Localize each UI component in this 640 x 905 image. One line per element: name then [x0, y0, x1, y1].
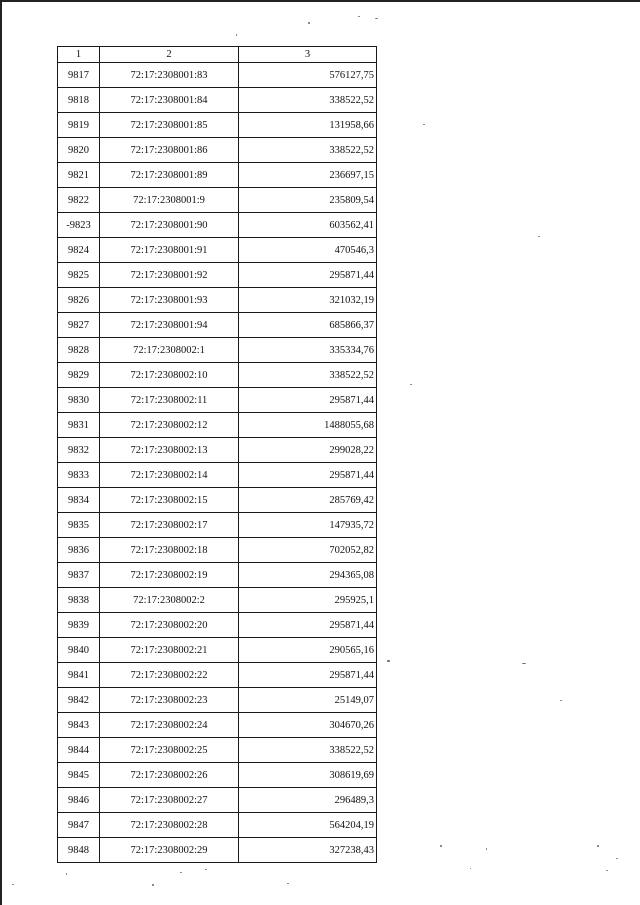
row-number-cell: 9822 [58, 188, 100, 213]
cadastral-number-cell: 72:17:2308001:86 [100, 138, 239, 163]
scan-speck [560, 700, 562, 701]
table-row [58, 813, 377, 838]
scan-speck [440, 845, 442, 847]
table-row [58, 613, 377, 638]
cadastral-value-cell: 327238,43 [239, 838, 377, 863]
cadastral-number-cell: 72:17:2308002:11 [100, 388, 239, 413]
table-body [58, 63, 377, 863]
table-row [58, 238, 377, 263]
table-row [58, 838, 377, 863]
cadastral-number-cell: 72:17:2308001:9 [100, 188, 239, 213]
scan-edge-top [0, 0, 640, 2]
table-row [58, 763, 377, 788]
cadastral-number-cell: 72:17:2308002:14 [100, 463, 239, 488]
scan-speck [538, 236, 540, 237]
scan-speck [236, 34, 237, 36]
cadastral-value-cell: 299028,22 [239, 438, 377, 463]
scan-speck [205, 869, 207, 870]
cadastral-value-cell: 338522,52 [239, 138, 377, 163]
table-row [58, 713, 377, 738]
row-number-cell: 9836 [58, 538, 100, 563]
cadastral-number-cell: 72:17:2308002:28 [100, 813, 239, 838]
cadastral-value-cell: 295871,44 [239, 463, 377, 488]
table-row [58, 788, 377, 813]
scan-speck [387, 660, 390, 662]
cadastral-value-cell: 294365,08 [239, 563, 377, 588]
cadastral-number-cell: 72:17:2308001:84 [100, 88, 239, 113]
cadastral-value-cell: 338522,52 [239, 738, 377, 763]
row-number-cell: 9839 [58, 613, 100, 638]
table-row [58, 188, 377, 213]
row-number-cell: 9842 [58, 688, 100, 713]
cadastral-value-cell: 295871,44 [239, 613, 377, 638]
row-number-cell: 9826 [58, 288, 100, 313]
cadastral-number-cell: 72:17:2308001:89 [100, 163, 239, 188]
table-row [58, 663, 377, 688]
cadastral-number-cell: 72:17:2308002:29 [100, 838, 239, 863]
scan-speck [12, 884, 14, 885]
cadastral-value-cell: 338522,52 [239, 363, 377, 388]
row-number-cell: 9843 [58, 713, 100, 738]
cadastral-number-cell: 72:17:2308001:85 [100, 113, 239, 138]
cadastral-value-cell: 147935,72 [239, 513, 377, 538]
column-header-1: 1 [58, 47, 100, 63]
cadastral-value-cell: 290565,16 [239, 638, 377, 663]
table-row [58, 463, 377, 488]
scan-speck [410, 384, 412, 385]
table-row [58, 438, 377, 463]
cadastral-number-cell: 72:17:2308002:27 [100, 788, 239, 813]
cadastral-value-cell: 235809,54 [239, 188, 377, 213]
cadastral-value-cell: 702052,82 [239, 538, 377, 563]
column-header-2: 2 [100, 47, 239, 63]
cadastral-number-cell: 72:17:2308002:13 [100, 438, 239, 463]
cadastral-value-cell: 564204,19 [239, 813, 377, 838]
cadastral-value-cell: 295871,44 [239, 263, 377, 288]
cadastral-value-cell: 236697,15 [239, 163, 377, 188]
cadastral-number-cell: 72:17:2308002:15 [100, 488, 239, 513]
cadastral-number-cell: 72:17:2308002:24 [100, 713, 239, 738]
row-number-cell: 9831 [58, 413, 100, 438]
scan-speck [470, 868, 471, 869]
cadastral-number-cell: 72:17:2308002:26 [100, 763, 239, 788]
cadastral-number-cell: 72:17:2308002:23 [100, 688, 239, 713]
cadastral-value-cell: 25149,07 [239, 688, 377, 713]
row-number-cell: 9827 [58, 313, 100, 338]
cadastral-value-cell: 470546,3 [239, 238, 377, 263]
cadastral-value-cell: 296489,3 [239, 788, 377, 813]
row-number-cell: -9823 [58, 213, 100, 238]
row-number-cell: 9840 [58, 638, 100, 663]
table-row [58, 163, 377, 188]
row-number-cell: 9824 [58, 238, 100, 263]
row-number-cell: 9829 [58, 363, 100, 388]
row-number-cell: 9819 [58, 113, 100, 138]
table-row [58, 338, 377, 363]
cadastral-number-cell: 72:17:2308002:21 [100, 638, 239, 663]
scan-speck [375, 18, 378, 19]
row-number-cell: 9833 [58, 463, 100, 488]
row-number-cell: 9848 [58, 838, 100, 863]
row-number-cell: 9835 [58, 513, 100, 538]
cadastral-number-cell: 72:17:2308002:1 [100, 338, 239, 363]
row-number-cell: 9817 [58, 63, 100, 88]
scan-speck [152, 884, 154, 886]
scan-speck [287, 883, 289, 884]
scan-speck [486, 848, 487, 850]
cadastral-value-cell: 285769,42 [239, 488, 377, 513]
cadastral-number-cell: 72:17:2308002:18 [100, 538, 239, 563]
cadastral-number-cell: 72:17:2308002:19 [100, 563, 239, 588]
row-number-cell: 9846 [58, 788, 100, 813]
cadastral-value-cell: 308619,69 [239, 763, 377, 788]
table-row [58, 288, 377, 313]
cadastral-number-cell: 72:17:2308001:90 [100, 213, 239, 238]
row-number-cell: 9828 [58, 338, 100, 363]
row-number-cell: 9847 [58, 813, 100, 838]
row-number-cell: 9821 [58, 163, 100, 188]
cadastral-value-cell: 321032,19 [239, 288, 377, 313]
cadastral-value-table [57, 46, 377, 863]
scan-speck [308, 22, 310, 24]
cadastral-value-cell: 335334,76 [239, 338, 377, 363]
table-row [58, 63, 377, 88]
row-number-cell: 9818 [58, 88, 100, 113]
cadastral-number-cell: 72:17:2308002:10 [100, 363, 239, 388]
cadastral-value-cell: 576127,75 [239, 63, 377, 88]
column-header-3: 3 [239, 47, 377, 63]
cadastral-number-cell: 72:17:2308001:93 [100, 288, 239, 313]
row-number-cell: 9832 [58, 438, 100, 463]
table-row [58, 688, 377, 713]
cadastral-value-cell: 131958,66 [239, 113, 377, 138]
row-number-cell: 9845 [58, 763, 100, 788]
scan-speck [66, 873, 67, 875]
table-row [58, 513, 377, 538]
scan-edge-left [0, 0, 2, 905]
table-row [58, 563, 377, 588]
scan-speck [597, 845, 599, 847]
row-number-cell: 9825 [58, 263, 100, 288]
cadastral-number-cell: 72:17:2308001:91 [100, 238, 239, 263]
table-row [58, 88, 377, 113]
cadastral-value-cell: 295925,1 [239, 588, 377, 613]
cadastral-value-cell: 295871,44 [239, 388, 377, 413]
row-number-cell: 9844 [58, 738, 100, 763]
scan-speck [358, 16, 360, 17]
cadastral-number-cell: 72:17:2308002:12 [100, 413, 239, 438]
table-row [58, 588, 377, 613]
cadastral-number-cell: 72:17:2308002:20 [100, 613, 239, 638]
row-number-cell: 9820 [58, 138, 100, 163]
table-row [58, 138, 377, 163]
cadastral-value-cell: 295871,44 [239, 663, 377, 688]
table-row [58, 313, 377, 338]
table-row [58, 213, 377, 238]
cadastral-value-cell: 1488055,68 [239, 413, 377, 438]
cadastral-value-cell: 685866,37 [239, 313, 377, 338]
table-row [58, 113, 377, 138]
table-row [58, 538, 377, 563]
scan-speck [423, 124, 425, 125]
cadastral-number-cell: 72:17:2308002:17 [100, 513, 239, 538]
cadastral-number-cell: 72:17:2308001:83 [100, 63, 239, 88]
table-row [58, 488, 377, 513]
scan-speck [522, 663, 526, 664]
table-row [58, 413, 377, 438]
row-number-cell: 9841 [58, 663, 100, 688]
cadastral-number-cell: 72:17:2308002:2 [100, 588, 239, 613]
table-row [58, 738, 377, 763]
scan-speck [606, 870, 608, 871]
table-row [58, 388, 377, 413]
cadastral-value-cell: 603562,41 [239, 213, 377, 238]
cadastral-number-cell: 72:17:2308001:94 [100, 313, 239, 338]
table-row [58, 638, 377, 663]
row-number-cell: 9838 [58, 588, 100, 613]
cadastral-number-cell: 72:17:2308001:92 [100, 263, 239, 288]
scan-speck [616, 858, 618, 859]
row-number-cell: 9830 [58, 388, 100, 413]
cadastral-number-cell: 72:17:2308002:25 [100, 738, 239, 763]
row-number-cell: 9834 [58, 488, 100, 513]
table-row [58, 363, 377, 388]
cadastral-number-cell: 72:17:2308002:22 [100, 663, 239, 688]
row-number-cell: 9837 [58, 563, 100, 588]
table-row [58, 263, 377, 288]
cadastral-value-cell: 338522,52 [239, 88, 377, 113]
scan-speck [180, 872, 182, 873]
cadastral-value-cell: 304670,26 [239, 713, 377, 738]
table-header-row [58, 47, 377, 63]
